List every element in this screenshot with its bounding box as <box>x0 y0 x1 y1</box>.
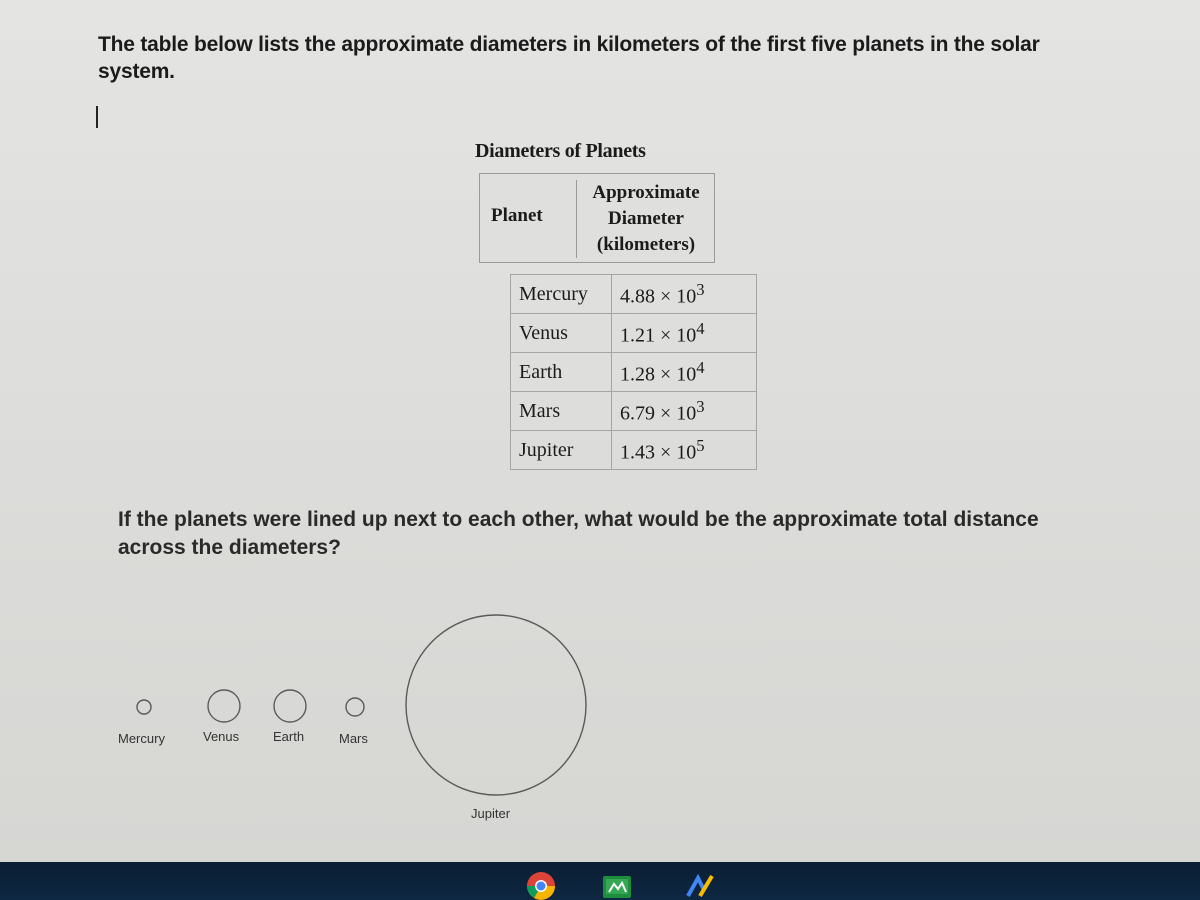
exponent: 5 <box>696 435 705 455</box>
exponent: 4 <box>696 318 705 338</box>
diameter-value: $1.21 \times 10^4$ <box>612 314 757 353</box>
mantissa: 1.43 <box>620 441 655 464</box>
label-venus: Venus <box>203 729 240 744</box>
mars-circle <box>346 698 364 716</box>
diameter-value: $6.79 \times 10^3$ <box>612 392 757 431</box>
earth-circle <box>274 690 306 722</box>
chrome-icon[interactable] <box>525 870 557 900</box>
intro-text: The table below lists the approximate diameters in kilometers of the first five planets in the solar system. <box>98 33 1040 83</box>
label-jupiter: Jupiter <box>471 806 511 821</box>
question-text: If the planets were lined up next to each other, what would be the approximate total distance across the diameters? <box>118 508 1039 559</box>
header-diameter-line: Approximate <box>592 182 700 203</box>
header-diameter-line: Diameter <box>608 208 684 229</box>
table-row <box>511 353 757 392</box>
table-row <box>511 314 757 353</box>
jupiter-circle <box>406 615 586 795</box>
planet-name: Mercury <box>511 275 612 314</box>
mantissa: 1.21 <box>620 324 655 347</box>
diameter-value: $4.88 \times 10^3$ <box>612 275 757 314</box>
text-cursor <box>96 106 98 128</box>
planet-name: Venus <box>511 314 612 353</box>
exponent: 4 <box>696 357 705 377</box>
venus-circle <box>208 690 240 722</box>
header-diameter-line: (kilometers) <box>596 234 696 255</box>
table-row <box>511 392 757 431</box>
planet-name: Mars <box>511 392 612 431</box>
label-mercury: Mercury <box>118 731 165 746</box>
table-row <box>511 431 757 470</box>
mantissa: 1.28 <box>620 363 655 386</box>
planet-name: Jupiter <box>511 431 612 470</box>
header-planet: Planet <box>491 205 543 226</box>
exponent: 3 <box>696 396 705 416</box>
diameter-value: $1.43 \times 10^5$ <box>612 431 757 470</box>
exponent: 3 <box>696 279 705 299</box>
table-row <box>511 275 757 314</box>
mantissa: 6.79 <box>620 402 655 425</box>
table-title: Diameters of Planets <box>475 140 646 162</box>
label-earth: Earth <box>273 729 305 744</box>
docs-icon[interactable] <box>682 870 716 900</box>
planet-diameter-table <box>510 274 757 470</box>
mantissa: 4.88 <box>620 285 655 308</box>
classroom-icon[interactable] <box>600 870 634 900</box>
diameter-value: $1.28 \times 10^4$ <box>612 353 757 392</box>
planet-name: Earth <box>511 353 612 392</box>
mercury-circle <box>137 700 151 714</box>
header-diameter <box>576 180 715 258</box>
label-mars: Mars <box>339 731 368 746</box>
